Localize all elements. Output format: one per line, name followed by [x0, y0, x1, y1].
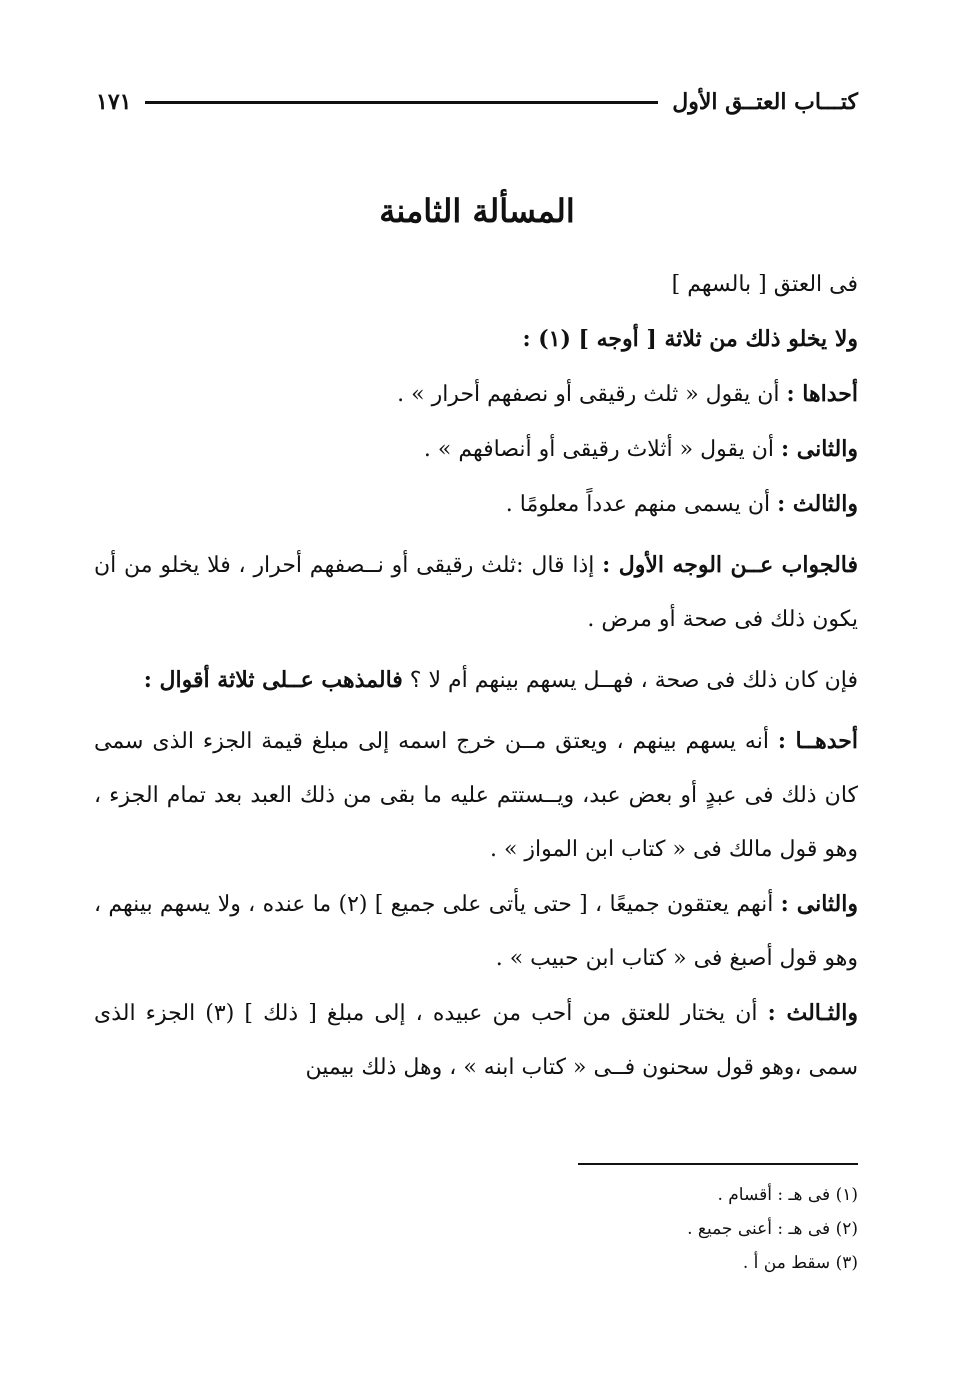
- footnotes: [358, 1178, 858, 1280]
- case-three-label: والثالث :: [777, 491, 858, 517]
- header-rule: [145, 101, 658, 104]
- footnote: (١) فى هـ : أقسام .: [717, 1185, 858, 1205]
- case-one: [94, 367, 858, 422]
- footnote: (٣) سقط من أ .: [742, 1253, 858, 1273]
- page-body: [94, 258, 858, 1095]
- intro-line: [94, 312, 858, 367]
- footnote: (٢) فى هـ : أعنى جميع .: [687, 1219, 858, 1239]
- opinion-three: [94, 986, 858, 1095]
- question-label: فالمذهب عــلى ثلاثة أقوال :: [143, 667, 403, 693]
- opinion-two-label: والثانى :: [780, 891, 858, 917]
- page-number: ١٧١: [96, 89, 132, 115]
- opinion-three-text: أن يختار للعتق من أحب من عبيده ، إلى مبلغ [ ذلك ] (٣) الجزء الذى سمى ،وهو قول سحنون فــى « كتاب ابنه » ، وهل ذلك بيمين: [94, 1001, 858, 1080]
- intro-text: ولا يخلو ذلك من ثلاثة [ أوجه ] (١) :: [522, 326, 858, 352]
- case-two-label: والثانى :: [780, 436, 858, 462]
- case-three: [94, 477, 858, 532]
- case-three-text: أن يسمى منهم عدداً معلومًا .: [505, 492, 778, 517]
- opinion-two-text: أنهم يعتقون جميعًا ، [ حتى يأتى على جميع ] (٢) ما عنده ، ولا يسهم بينهم ، وهو قول أصبغ فى « كتاب ابن حبيب » .: [94, 892, 858, 971]
- question-text: فإن كان ذلك فى صحة ، فهــل يسهم بينهم أم لا ؟: [402, 668, 858, 693]
- answer-label: فالجواب عــن الوجه الأول :: [602, 552, 858, 578]
- answer-text: إذا قال :ثلث رقيقى أو نــصفهم أحرار ، فلا يخلو من أن يكون ذلك فى صحة أو مرض .: [94, 553, 858, 632]
- case-two: [94, 422, 858, 477]
- opinion-one-text: أنه يسهم بينهم ، ويعتق مــن خرج اسمه إلى مبلغ قيمة الجزء الذى سمى كان ذلك فى عبدٍ أو بعض عبد، ويــستتم عليه ما بقى من ذلك العبد بعد تمام الجزء ، وهو قول مالك فى « كتاب ابن المواز » .: [94, 729, 858, 862]
- opinion-one: [94, 714, 858, 877]
- case-one-label: أحداها :: [786, 381, 858, 407]
- case-one-text: أن يقول « ثلث رقيقى أو نصفهم أحرار » .: [397, 382, 787, 407]
- question-paragraph: [94, 653, 858, 708]
- chapter-title: المسألة الثامنة: [379, 192, 575, 230]
- answer-paragraph: [94, 538, 858, 647]
- opinion-one-label: أحدهــا :: [777, 728, 858, 754]
- running-header: [96, 84, 858, 120]
- running-title: كتـــاب العتــق الأول: [672, 89, 858, 115]
- section-heading: فى العتق [ بالسهم ]: [671, 272, 858, 297]
- footnote-rule: [578, 1163, 858, 1165]
- opinion-three-label: والثـالث :: [767, 1000, 858, 1026]
- opinion-two: [94, 877, 858, 986]
- case-two-text: أن يقول « أثلاث رقيقى أو أنصافهم » .: [423, 437, 781, 462]
